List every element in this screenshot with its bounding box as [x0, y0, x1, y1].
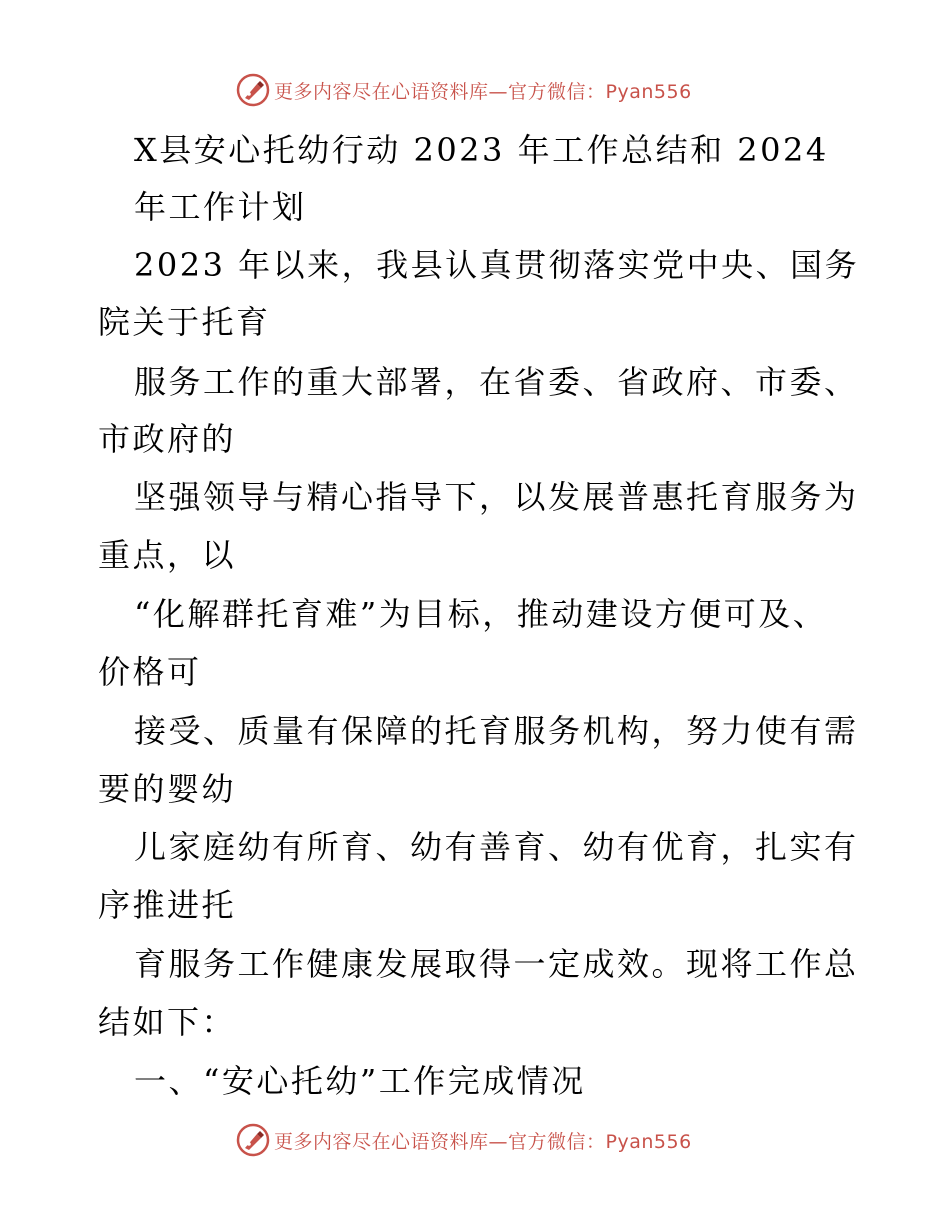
- document-title-line-1: X县安心托幼行动 2023 年工作总结和 2024: [134, 131, 829, 169]
- body-line: 要的婴幼: [98, 770, 237, 808]
- body-line: 重点，以: [98, 536, 237, 574]
- watermark-text: 更多内容尽在心语资料库—官方微信：Pyan556: [274, 80, 692, 103]
- body-line: “化解群托育难”为目标，推动建设方便可及、: [134, 595, 828, 633]
- document-title-line-2: 年工作计划: [134, 188, 307, 226]
- body-line: 院关于托育: [98, 303, 271, 341]
- body-line: 接受、质量有保障的托育服务机构，努力使有需: [134, 712, 859, 750]
- watermark-text: 更多内容尽在心语资料库—官方微信：Pyan556: [274, 1130, 692, 1153]
- body-line: 育服务工作健康发展取得一定成效。现将工作总: [134, 945, 859, 983]
- body-line: 2023 年以来，我县认真贯彻落实党中央、国务: [134, 246, 860, 284]
- body-line: 服务工作的重大部署，在省委、省政府、市委、: [134, 363, 859, 401]
- header-watermark: [236, 72, 692, 108]
- fountain-pen-seal-logo-icon: [236, 73, 270, 107]
- body-line: 序推进托: [98, 886, 237, 924]
- body-line: 市政府的: [98, 420, 237, 458]
- footer-watermark: [236, 1122, 692, 1158]
- fountain-pen-seal-logo-icon: [236, 1123, 270, 1157]
- body-line: 价格可: [98, 653, 202, 691]
- body-line: 坚强领导与精心指导下，以发展普惠托育服务为: [134, 478, 859, 516]
- section-heading: 一、“安心托幼”工作完成情况: [134, 1062, 586, 1100]
- body-line: 结如下：: [98, 1003, 237, 1041]
- body-line: 儿家庭幼有所育、幼有善育、幼有优育，扎实有: [134, 828, 859, 866]
